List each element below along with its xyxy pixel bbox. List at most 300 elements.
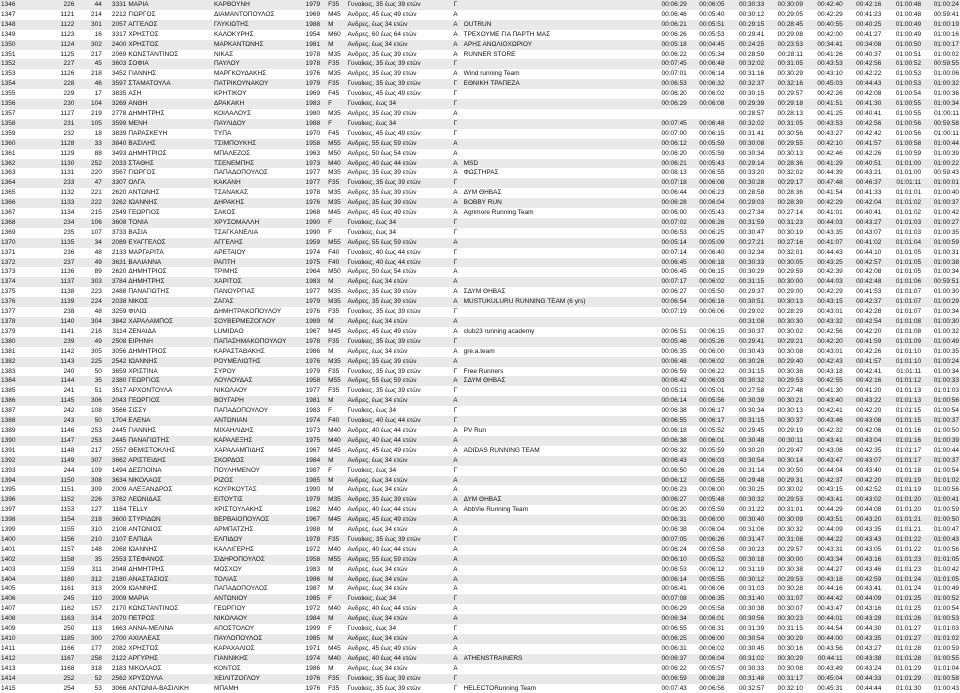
category-code-cell: F [327,624,346,634]
table-row [0,277,960,287]
last-name-cell: ΠΟΥΛΗΜΕΝΟΥ [213,466,305,476]
group-cell: Γ [448,386,462,396]
time-checkpoint-3-gun-cell: 00:43:18 [804,367,844,377]
time-checkpoint-2-gun-cell: 00:27:58 [726,386,766,396]
last-name-cell: ΤΥΠΑ [213,129,305,139]
club-cell [463,664,647,674]
birth-year-cell: 1976 [305,357,327,367]
last-name-cell: ΣΥΡΟΥ [213,367,305,377]
gender-position-cell: 240 [45,367,76,377]
time-checkpoint-1-gun-cell: 00:06:44 [647,188,688,198]
time-checkpoint-1-net-cell: 00:05:55 [688,476,726,486]
group-cell: Α [448,267,462,277]
table-row [0,40,960,50]
time-checkpoint-1-gun-cell: 00:05:11 [647,386,688,396]
club-cell [463,307,647,317]
category-position-cell: 113 [75,624,103,634]
time-checkpoint-3-net-cell: 00:43:46 [844,565,883,575]
overall-position-cell: 1348 [0,20,45,30]
overall-position-cell: 1402 [0,555,45,565]
birth-year-cell: 1981 [305,40,327,50]
category-position-cell: 307 [75,456,103,466]
group-cell: Α [448,287,462,297]
finish-net-time-cell: 01:00:32 [922,79,960,89]
category-position-cell: 34 [75,238,103,248]
time-checkpoint-1-net-cell: 00:06:35 [688,594,726,604]
time-checkpoint-1-gun-cell: 00:06:20 [647,89,688,99]
bib-number-cell: 3269 [103,99,127,109]
overall-position-cell: 1399 [0,525,45,535]
gender-position-cell: 1137 [45,277,76,287]
time-checkpoint-2-gun-cell: 00:31:15 [726,367,766,377]
time-checkpoint-2-net-cell: 00:29:19 [765,426,804,436]
gender-position-cell: 239 [45,337,76,347]
table-row [0,198,960,208]
club-cell [463,624,647,634]
time-checkpoint-3-gun-cell: 00:47:48 [804,178,844,188]
category-code-cell: F35 [327,178,346,188]
category-name-cell: Γυναίκες, 35 έως 39 ετών [346,684,448,693]
category-position-cell: 148 [75,545,103,555]
time-checkpoint-1-gun-cell: 00:06:53 [647,565,688,575]
club-cell [463,357,647,367]
overall-position-cell: 1403 [0,565,45,575]
time-checkpoint-3-net-cell: 00:44:09 [844,594,883,604]
time-checkpoint-2-gun-cell: 00:28:57 [726,109,766,119]
birth-year-cell: 1976 [305,307,327,317]
finish-gun-time-cell: 01:01:06 [882,277,922,287]
time-checkpoint-2-net-cell: 00:30:00 [765,277,804,287]
overall-position-cell: 1391 [0,446,45,456]
first-name-cell: ΑΝΘΗ [127,99,213,109]
first-name-cell: ΧΡΥΣΟΥΛΑ [127,674,213,684]
table-row [0,139,960,149]
finish-net-time-cell: 01:00:24 [922,0,960,10]
birth-year-cell: 1999 [305,624,327,634]
last-name-cell: ΣΟΥΒΕΡΜΕΖΟΓΛΟΥ [213,317,305,327]
category-name-cell: Ανδρες, 45 έως 49 ετών [346,644,448,654]
last-name-cell: ΑΝΤΩΝΙΑΝ [213,416,305,426]
birth-year-cell: 1984 [305,614,327,624]
group-cell: Α [448,357,462,367]
time-checkpoint-3-gun-cell: 00:43:27 [804,129,844,139]
overall-position-cell: 1369 [0,228,45,238]
last-name-cell: ΚΑΡΒΟΥΝΗ [213,0,305,10]
club-cell [463,337,647,347]
time-checkpoint-2-gun-cell: 00:30:56 [726,614,766,624]
time-checkpoint-1-net-cell: 00:06:17 [688,416,726,426]
birth-year-cell: 1969 [305,10,327,20]
gender-position-cell: 226 [45,0,76,10]
last-name-cell: ΝΙΚΟΛΑΟΥ [213,614,305,624]
time-checkpoint-1-gun-cell: 00:05:14 [647,238,688,248]
overall-position-cell: 1415 [0,684,45,693]
time-checkpoint-2-net-cell: 00:31:05 [765,119,804,129]
time-checkpoint-3-gun-cell: 00:44:03 [804,277,844,287]
table-row [0,218,960,228]
finish-net-time-cell: 01:00:06 [922,69,960,79]
time-checkpoint-2-gun-cell: 00:31:16 [726,69,766,79]
finish-gun-time-cell: 01:01:16 [882,426,922,436]
bib-number-cell: 2048 [103,565,127,575]
time-checkpoint-1-net-cell: 00:06:04 [688,654,726,664]
gender-position-cell: 1167 [45,654,76,664]
category-code-cell: M40 [327,426,346,436]
time-checkpoint-1-net-cell: 00:06:48 [688,59,726,69]
time-checkpoint-3-gun-cell: 00:42:29 [804,287,844,297]
time-checkpoint-1-gun-cell: 00:07:08 [647,594,688,604]
overall-position-cell: 1411 [0,644,45,654]
time-checkpoint-3-gun-cell: 00:45:04 [804,674,844,684]
club-cell [463,594,647,604]
category-position-cell: 33 [75,139,103,149]
finish-net-time-cell: 01:00:42 [922,208,960,218]
club-cell [463,604,647,614]
time-checkpoint-1-gun-cell: 00:06:37 [647,654,688,664]
last-name-cell: ΝΙΚΟΛΑΟΥ [213,386,305,396]
time-checkpoint-3-gun-cell: 00:42:37 [804,476,844,486]
last-name-cell: ΚΑΛΟΚΥΡΗΣ [213,30,305,40]
table-row [0,109,960,119]
time-checkpoint-1-net-cell: 00:05:58 [688,545,726,555]
time-checkpoint-3-gun-cell: 00:43:56 [804,644,844,654]
club-cell [463,99,647,109]
time-checkpoint-2-net-cell: 00:29:31 [765,476,804,486]
group-cell: Γ [448,99,462,109]
category-name-cell: Ανδρες, έως 34 ετών [346,396,448,406]
time-checkpoint-1-gun-cell: 00:06:14 [647,575,688,585]
bib-number-cell: 3634 [103,476,127,486]
club-cell: ΣΔΥΜ ΘΗΒΑΣ [463,287,647,297]
overall-position-cell: 1404 [0,575,45,585]
first-name-cell: ΓΙΑΝΝΗΣ [127,426,213,436]
club-cell [463,10,647,20]
first-name-cell: ΠΑΝΑΓΙΩΤΗΣ [127,436,213,446]
category-code-cell: F35 [327,367,346,377]
table-row [0,416,960,426]
gender-position-cell: 1123 [45,30,76,40]
bib-number-cell: 3114 [103,327,127,337]
first-name-cell: ΑΡΧΟΝΤΟΥΛΑ [127,386,213,396]
time-checkpoint-1-net-cell: 00:06:23 [688,188,726,198]
finish-gun-time-cell: 01:01:29 [882,664,922,674]
bib-number-cell: 2553 [103,555,127,565]
finish-gun-time-cell: 01:01:01 [882,188,922,198]
finish-net-time-cell: 01:00:34 [922,267,960,277]
bib-number-cell: 2057 [103,20,127,30]
time-checkpoint-3-gun-cell: 00:43:47 [804,604,844,614]
overall-position-cell: 1408 [0,614,45,624]
time-checkpoint-1-net-cell: 00:06:12 [688,565,726,575]
gender-position-cell: 1150 [45,476,76,486]
category-name-cell: Ανδρες, 40 έως 44 ετών [346,604,448,614]
time-checkpoint-2-gun-cell: 00:32:37 [726,79,766,89]
table-row [0,575,960,585]
finish-net-time-cell: 01:00:02 [922,50,960,60]
club-cell [463,0,647,10]
time-checkpoint-2-gun-cell: 00:24:25 [726,40,766,50]
first-name-cell: ΤΟΝΙΑ [127,218,213,228]
gender-position-cell: 1128 [45,139,76,149]
time-checkpoint-2-net-cell: 00:30:08 [765,664,804,674]
time-checkpoint-1-gun-cell: 00:05:18 [647,40,688,50]
finish-net-time-cell: 01:00:30 [922,317,960,327]
time-checkpoint-3-gun-cell: 00:42:26 [804,89,844,99]
category-name-cell: Ανδρες, έως 34 ετών [346,277,448,287]
bib-number-cell: 2069 [103,50,127,60]
last-name-cell: ΜΠΑΛΕΖΟΣ [213,149,305,159]
finish-gun-time-cell: 01:01:07 [882,307,922,317]
time-checkpoint-2-net-cell: 00:28:29 [765,307,804,317]
time-checkpoint-2-net-cell: 00:29:05 [765,10,804,20]
bib-number-cell: 2562 [103,674,127,684]
club-cell [463,258,647,268]
time-checkpoint-3-gun-cell: 00:43:32 [804,317,844,327]
group-cell: Α [448,515,462,525]
bib-number-cell: 1704 [103,416,127,426]
time-checkpoint-2-gun-cell: 00:30:47 [726,228,766,238]
time-checkpoint-2-net-cell: 00:29:55 [765,139,804,149]
first-name-cell: ΧΡΙΣΤΙΝΑ [127,367,213,377]
group-cell: Γ [448,674,462,684]
birth-year-cell: 1973 [305,159,327,169]
last-name-cell: ΕΙΤΟΥΤΙΣ [213,495,305,505]
last-name-cell: ΤΣΙΜΠΟΥΚΗΣ [213,139,305,149]
first-name-cell: ΑΝΝΑ-ΜΕΛΙΝΑ [127,624,213,634]
finish-net-time-cell: 01:00:19 [922,20,960,30]
group-cell: Α [448,584,462,594]
club-cell [463,109,647,119]
birth-year-cell: 1972 [305,604,327,614]
bib-number-cell: 3566 [103,406,127,416]
finish-net-time-cell: 01:00:38 [922,258,960,268]
category-code-cell: M [327,347,346,357]
finish-gun-time-cell: 01:01:24 [882,584,922,594]
category-code-cell: M45 [327,515,346,525]
gender-position-cell: 227 [45,59,76,69]
time-checkpoint-2-net-cell: 00:30:38 [765,367,804,377]
gender-position-cell: 233 [45,178,76,188]
gender-position-cell: 1154 [45,515,76,525]
overall-position-cell: 1397 [0,505,45,515]
birth-year-cell: 1985 [305,476,327,486]
time-checkpoint-2-gun-cell: 00:30:29 [726,267,766,277]
time-checkpoint-1-net-cell: 00:05:56 [688,396,726,406]
table-row [0,99,960,109]
category-name-cell: Ανδρες, 40 έως 44 ετών [346,505,448,515]
time-checkpoint-1-gun-cell: 00:06:23 [647,485,688,495]
time-checkpoint-3-gun-cell: 00:44:03 [804,218,844,228]
category-code-cell: M40 [327,604,346,614]
category-code-cell: M55 [327,238,346,248]
time-checkpoint-1-gun-cell: 00:06:51 [647,327,688,337]
time-checkpoint-1-gun-cell: 00:06:21 [647,20,688,30]
overall-position-cell: 1389 [0,426,45,436]
birth-year-cell: 1986 [305,664,327,674]
club-cell [463,525,647,535]
overall-position-cell: 1357 [0,109,45,119]
time-checkpoint-1-gun-cell: 00:07:02 [647,218,688,228]
time-checkpoint-1-gun-cell: 00:05:46 [647,337,688,347]
finish-net-time-cell: 01:00:37 [922,456,960,466]
birth-year-cell: 1989 [305,317,327,327]
time-checkpoint-1-net-cell: 00:06:28 [688,674,726,684]
last-name-cell: ΤΣΑΓΚΑΝΕΛΙΑ [213,228,305,238]
overall-position-cell: 1351 [0,50,45,60]
time-checkpoint-2-gun-cell: 00:30:18 [726,555,766,565]
time-checkpoint-3-net-cell: 00:43:05 [844,545,883,555]
category-code-cell: F [327,466,346,476]
time-checkpoint-3-net-cell: 00:42:06 [844,426,883,436]
time-checkpoint-1-gun-cell: 00:07:05 [647,535,688,545]
finish-gun-time-cell: 01:00:49 [882,20,922,30]
last-name-cell: ΠΑΠΑΣΗΜΑΚΟΠΟΥΛΟΥ [213,337,305,347]
finish-gun-time-cell: 01:01:21 [882,525,922,535]
gender-position-cell: 1156 [45,535,76,545]
overall-position-cell: 1379 [0,327,45,337]
time-checkpoint-2-gun-cell: 00:30:48 [726,436,766,446]
category-code-cell: M [327,614,346,624]
bib-number-cell: 2183 [103,664,127,674]
finish-gun-time-cell: 01:01:15 [882,416,922,426]
gender-position-cell: 1153 [45,505,76,515]
table-row [0,317,960,327]
group-cell: Γ [448,0,462,10]
time-checkpoint-3-net-cell: 00:42:20 [844,406,883,416]
birth-year-cell: 1979 [305,79,327,89]
birth-year-cell: 1967 [305,446,327,456]
category-code-cell: M45 [327,10,346,20]
club-cell [463,59,647,69]
time-checkpoint-3-gun-cell: 00:43:53 [804,119,844,129]
birth-year-cell: 1958 [305,555,327,565]
table-row [0,238,960,248]
table-row [0,258,960,268]
time-checkpoint-2-net-cell: 00:30:56 [765,129,804,139]
first-name-cell: ΣΤΕΦΑΝΟΣ [127,555,213,565]
table-row [0,535,960,545]
club-cell [463,614,647,624]
category-name-cell: Ανδρες, 55 έως 59 ετών [346,376,448,386]
last-name-cell: LUMIDAO [213,327,305,337]
club-cell [463,515,647,525]
time-checkpoint-1-net-cell: 00:06:26 [688,218,726,228]
time-checkpoint-1-net-cell: 00:06:00 [688,515,726,525]
time-checkpoint-2-gun-cell: 00:31:40 [726,594,766,604]
club-cell [463,634,647,644]
bib-number-cell: 3262 [103,198,127,208]
time-checkpoint-2-gun-cell: 00:30:20 [726,446,766,456]
time-checkpoint-3-gun-cell: 00:44:04 [804,466,844,476]
finish-gun-time-cell: 01:00:50 [882,40,922,50]
time-checkpoint-2-net-cell: 00:30:13 [765,297,804,307]
finish-gun-time-cell: 01:00:51 [882,50,922,60]
club-cell: MSD [463,159,647,169]
group-cell: Α [448,485,462,495]
bib-number-cell: 2009 [103,594,127,604]
bib-number-cell: 2107 [103,535,127,545]
category-name-cell: Γυναίκες, 35 έως 39 ετών [346,367,448,377]
gender-position-cell: 250 [45,624,76,634]
overall-position-cell: 1366 [0,198,45,208]
bib-number-cell: 3839 [103,129,127,139]
category-code-cell: M55 [327,376,346,386]
time-checkpoint-3-net-cell: 00:41:57 [844,357,883,367]
birth-year-cell: 1983 [305,565,327,575]
time-checkpoint-3-net-cell: 00:41:57 [844,139,883,149]
time-checkpoint-2-net-cell: 00:32:16 [765,79,804,89]
table-row [0,515,960,525]
table-row [0,545,960,555]
bib-number-cell: 1184 [103,505,127,515]
finish-gun-time-cell: 01:01:00 [882,168,922,178]
time-checkpoint-3-gun-cell: 00:42:39 [804,267,844,277]
time-checkpoint-3-net-cell: 00:44:08 [844,505,883,515]
time-checkpoint-2-net-cell: 00:30:38 [765,565,804,575]
club-cell [463,565,647,575]
time-checkpoint-3-net-cell: 00:44:30 [844,624,883,634]
gender-position-cell: 230 [45,99,76,109]
time-checkpoint-1-net-cell: 00:06:02 [688,644,726,654]
time-checkpoint-3-net-cell: 00:41:23 [844,10,883,20]
group-cell: Α [448,396,462,406]
time-checkpoint-3-gun-cell: 00:44:16 [804,584,844,594]
time-checkpoint-3-net-cell: 00:43:21 [844,168,883,178]
overall-position-cell: 1365 [0,188,45,198]
time-checkpoint-3-net-cell: 00:40:41 [844,109,883,119]
time-checkpoint-3-gun-cell: 00:42:10 [804,139,844,149]
overall-position-cell: 1387 [0,406,45,416]
table-row [0,129,960,139]
birth-year-cell: 1977 [305,386,327,396]
time-checkpoint-2-net-cell: 00:31:17 [765,674,804,684]
category-position-cell: 252 [75,159,103,169]
birth-year-cell: 1988 [305,119,327,129]
first-name-cell: ΜΕΝΗ [127,119,213,129]
finish-net-time-cell: 01:01:05 [922,555,960,565]
group-cell: Α [448,525,462,535]
finish-gun-time-cell: 01:00:48 [882,0,922,10]
finish-net-time-cell: 01:00:34 [922,99,960,109]
time-checkpoint-3-net-cell: 00:41:02 [844,238,883,248]
finish-gun-time-cell: 01:01:22 [882,545,922,555]
time-checkpoint-1-gun-cell: 00:06:28 [647,198,688,208]
first-name-cell: ΣΟΦΙΑ [127,59,213,69]
club-cell: ADIDAS RUNNING TEAM [463,446,647,456]
time-checkpoint-1-net-cell: 00:06:04 [688,198,726,208]
time-checkpoint-2-net-cell: 00:31:15 [765,624,804,634]
gender-position-cell: 236 [45,248,76,258]
finish-gun-time-cell: 01:01:11 [882,367,922,377]
category-code-cell: F40 [327,258,346,268]
finish-gun-time-cell: 01:01:27 [882,624,922,634]
overall-position-cell: 1353 [0,69,45,79]
club-cell [463,129,647,139]
time-checkpoint-3-net-cell: 00:43:04 [844,436,883,446]
club-cell: RUNNER STORE [463,50,647,60]
group-cell: Α [448,347,462,357]
overall-position-cell: 1407 [0,604,45,614]
table-row [0,10,960,20]
finish-net-time-cell: 01:00:33 [922,376,960,386]
bib-number-cell: 3331 [103,0,127,10]
category-code-cell: M [327,40,346,50]
finish-net-time-cell: 01:00:50 [922,426,960,436]
birth-year-cell: 1958 [305,376,327,386]
club-cell [463,674,647,684]
time-checkpoint-1-net-cell: 00:05:50 [688,287,726,297]
birth-year-cell: 1959 [305,238,327,248]
